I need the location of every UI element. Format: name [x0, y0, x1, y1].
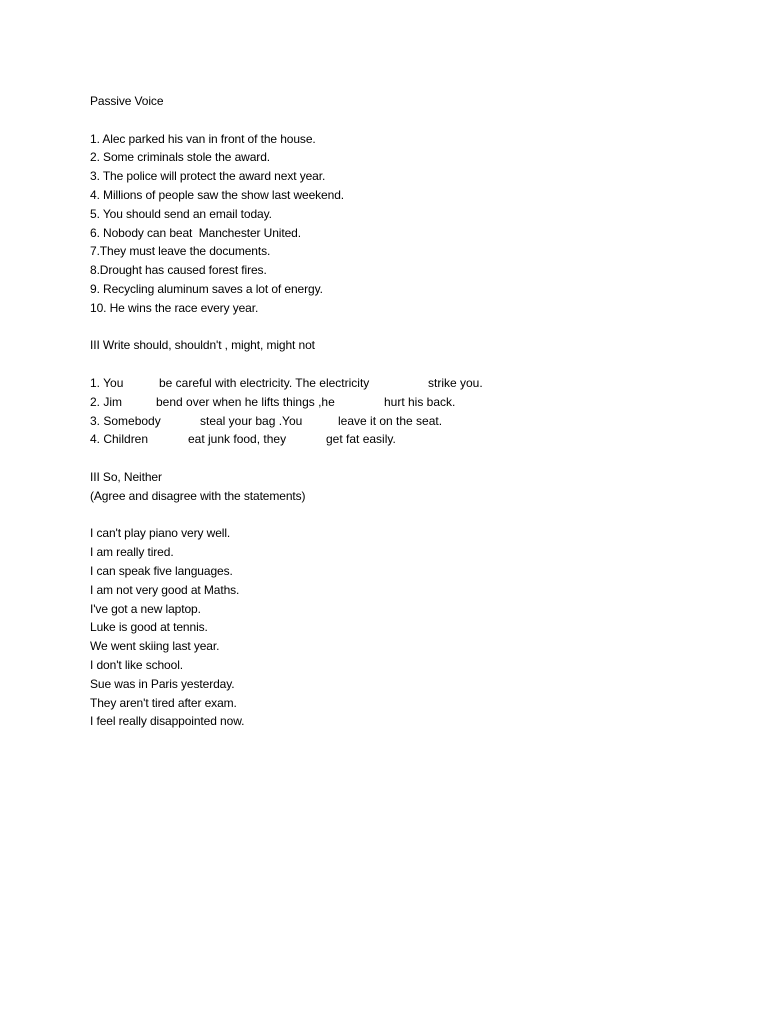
- spacer: [90, 111, 710, 130]
- modal-item-part: strike you.: [428, 375, 483, 390]
- passive-item: 1. Alec parked his van in front of the house.: [90, 131, 316, 146]
- statement-item: I can speak five languages.: [90, 563, 233, 578]
- statement-item: I've got a new laptop.: [90, 601, 201, 616]
- modal-item-part: 4. Children: [90, 432, 149, 447]
- passive-item: 8.Drought has caused forest fires.: [90, 263, 267, 278]
- statement-item: I can't play piano very well.: [90, 526, 231, 541]
- modal-item-part: leave it on the seat.: [338, 413, 443, 428]
- modal-section-heading: III Write should, shouldn't , might, might not: [90, 338, 315, 353]
- passive-item: 9. Recycling aluminum saves a lot of energy.: [90, 281, 323, 296]
- modal-item-part: get fat easily.: [326, 432, 396, 447]
- modal-exercise-list: [90, 374, 710, 449]
- modal-item: [90, 430, 710, 449]
- passive-item: 4. Millions of people saw the show last weekend.: [90, 187, 345, 202]
- spacer: [90, 449, 710, 468]
- modal-item-part: hurt his back.: [384, 394, 456, 409]
- statement-item: I don't like school.: [90, 657, 184, 672]
- passive-voice-list: [90, 130, 710, 318]
- modal-item: [90, 393, 710, 412]
- document-title: Passive Voice: [90, 94, 164, 108]
- passive-item: 7.They must leave the documents.: [90, 244, 271, 259]
- modal-item-part: eat junk food, they: [188, 432, 287, 447]
- modal-item-part: 1. You: [90, 375, 124, 390]
- modal-item-part: bend over when he lifts things ,he: [156, 394, 335, 409]
- modal-item-part: 3. Somebody: [90, 413, 161, 428]
- spacer: [90, 355, 710, 374]
- so-neither-list: [90, 524, 710, 731]
- so-neither-heading: III So, Neither: [90, 469, 162, 484]
- statement-item: I feel really disappointed now.: [90, 714, 245, 729]
- statement-item: Sue was in Paris yesterday.: [90, 676, 235, 691]
- modal-item-part: be careful with electricity. The electricity: [159, 375, 370, 390]
- spacer: [90, 318, 710, 337]
- statement-item: I am really tired.: [90, 545, 174, 560]
- spacer: [90, 506, 710, 525]
- modal-item-part: steal your bag .You: [200, 413, 303, 428]
- statement-item: I am not very good at Maths.: [90, 582, 240, 597]
- passive-item: 3. The police will protect the award next year.: [90, 169, 326, 184]
- modal-item-part: 2. Jim: [90, 394, 123, 409]
- statement-item: Luke is good at tennis.: [90, 620, 208, 635]
- document-page: [90, 92, 710, 731]
- passive-item: 6. Nobody can beat Manchester United.: [90, 225, 301, 240]
- statement-item: We went skiing last year.: [90, 639, 220, 654]
- passive-item: 2. Some criminals stole the award.: [90, 150, 271, 165]
- statement-item: They aren't tired after exam.: [90, 695, 237, 710]
- modal-item: [90, 412, 710, 431]
- so-neither-subheading: (Agree and disagree with the statements): [90, 488, 306, 503]
- modal-item: [90, 374, 710, 393]
- passive-item: 5. You should send an email today.: [90, 206, 272, 221]
- passive-item: 10. He wins the race every year.: [90, 300, 259, 315]
